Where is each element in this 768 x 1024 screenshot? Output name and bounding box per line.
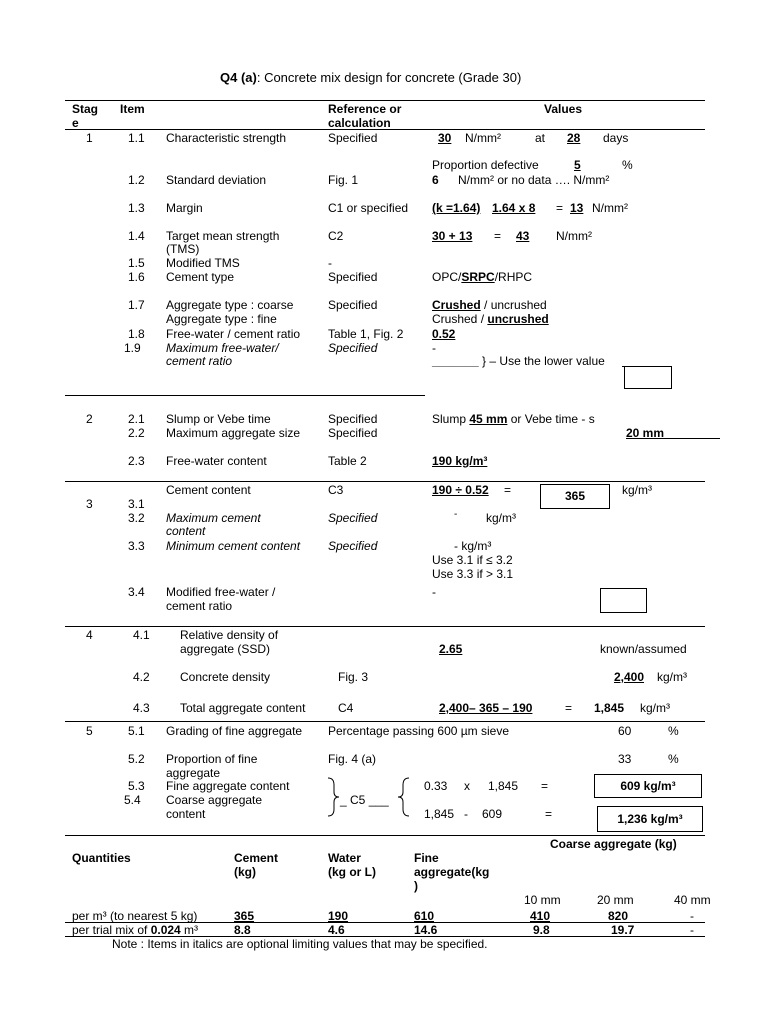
ref-2-3: Table 2: [328, 454, 367, 468]
item-1-3: 1.3: [128, 201, 145, 215]
item-5-2: 5.2: [128, 752, 145, 766]
value-5-4-a: 1,845: [424, 807, 455, 821]
desc-2-3: Free-water content: [166, 454, 267, 468]
stage-5-number: 5: [86, 724, 93, 738]
value-3-2-dash: -: [454, 509, 458, 520]
water-header-2: (kg or L): [328, 865, 376, 879]
footnote: Note : Items in italics are optional limiting values that may be specified.: [112, 937, 488, 951]
value-1-4-eq: =: [494, 229, 502, 243]
desc-1-1: Characteristic strength: [166, 131, 287, 145]
ref-1-7: Specified: [328, 298, 378, 312]
desc-5-3: Fine aggregate content: [166, 779, 290, 793]
value-4-3-unit: kg/m³: [640, 701, 670, 715]
stage-1-number: 1: [86, 131, 93, 145]
ref-1-8: Table 1, Fig. 2: [328, 327, 404, 341]
header-reference-2: calculation: [328, 116, 391, 130]
value-1-9-dash: -: [432, 341, 436, 355]
value-1-8: 0.52: [432, 327, 456, 341]
desc-1-6: Cement type: [166, 270, 235, 284]
trial-label-unit: m³: [180, 923, 199, 937]
coarse-crushed: Crushed: [432, 298, 481, 312]
value-4-2: 2,400: [614, 670, 645, 684]
desc-4-1-b: aggregate (SSD): [180, 642, 271, 656]
value-5-2: 33: [618, 752, 632, 766]
ref-1-4: C2: [328, 229, 344, 243]
item-1-6: 1.6: [128, 270, 145, 284]
item-5-1: 5.1: [128, 724, 145, 738]
size-10mm-header: 10 mm: [524, 893, 561, 907]
ref-5-2: Fig. 4 (a): [328, 752, 377, 766]
size-40mm-header: 40 mm: [674, 893, 711, 907]
value-4-3-calc: 2,400– 365 – 190: [439, 701, 533, 715]
desc-3-4-b: cement ratio: [166, 599, 233, 613]
row-trial-fine: 14.6: [414, 923, 438, 937]
fine-crushed: Crushed /: [432, 312, 488, 326]
item-5-4: 5.4: [124, 793, 141, 807]
value-1-1-unit: N/mm²: [465, 131, 501, 145]
ref-1-1: Specified: [328, 131, 378, 145]
c5-label: C5: [350, 793, 366, 807]
row-per-m3-20mm: 820: [608, 909, 629, 923]
item-4-2: 4.2: [133, 670, 150, 684]
stage-3-number: 3: [86, 497, 93, 511]
row-per-m3-fine: 610: [414, 909, 435, 923]
item-2-2: 2.2: [128, 426, 145, 440]
cement-header-1: Cement: [234, 851, 279, 865]
ref-2-2: Specified: [328, 426, 378, 440]
coarse-uncrushed: / uncrushed: [480, 298, 547, 312]
item-2-1: 2.1: [128, 412, 145, 426]
ref-3-3: Specified: [328, 539, 378, 553]
desc-5-1: Grading of fine aggregate: [166, 724, 303, 738]
row-trial-40mm: -: [690, 923, 694, 937]
header-stage-2: e: [72, 116, 79, 130]
fine-header-3: ): [414, 879, 418, 893]
value-5-3-x: x: [464, 779, 470, 793]
cement-header-2: (kg): [234, 865, 256, 879]
stage-2-divider: [65, 481, 705, 482]
value-3-3: - kg/m³: [454, 539, 492, 553]
ref-5-1: Percentage passing 600 µm sieve: [328, 724, 510, 738]
value-3-4-dash: -: [432, 585, 436, 599]
value-1-3-k: (k =1.64): [432, 201, 481, 215]
value-5-1: 60: [618, 724, 632, 738]
ref-1-9: Specified: [328, 341, 378, 355]
desc-5-4-a: Coarse aggregate: [166, 793, 263, 807]
cement-content-value: 365: [564, 489, 586, 503]
desc-5-2-a: Proportion of fine: [166, 752, 258, 766]
proportion-defective-pct: %: [622, 158, 633, 172]
ref-1-3: C1 or specified: [328, 201, 409, 215]
value-4-1: 2.65: [439, 642, 463, 656]
value-5-2-pct: %: [668, 752, 679, 766]
item-1-1: 1.1: [128, 131, 145, 145]
stage-1-divider: [65, 395, 425, 396]
item-1-7: 1.7: [128, 298, 145, 312]
value-1-2-sd: 6: [432, 173, 439, 187]
value-5-4-b: 609: [482, 807, 503, 821]
row-trial-water: 4.6: [328, 923, 345, 937]
row-per-m3-10mm: 410: [530, 909, 551, 923]
vebe-text: or Vebe time - s: [507, 412, 595, 426]
desc-1-7-a: Aggregate type : coarse: [166, 298, 294, 312]
desc-5-2-b: aggregate: [166, 766, 221, 780]
value-3-1-calc: 190 ÷ 0.52: [432, 483, 489, 497]
c5-reference: _ C5 ___: [340, 793, 389, 807]
slump-value: 45 mm: [469, 412, 508, 426]
value-1-9: [432, 354, 605, 368]
item-3-2: 3.2: [128, 511, 145, 525]
item-2-3: 2.3: [128, 454, 145, 468]
cement-opc: OPC/: [432, 270, 462, 284]
value-4-3-eq: =: [565, 701, 573, 715]
header-item: Item: [120, 102, 145, 116]
value-2-3: 190 kg/m³: [432, 454, 488, 468]
row-per-m3-water: 190: [328, 909, 349, 923]
cement-srpc: SRPC: [461, 270, 495, 284]
desc-1-5: Modified TMS: [166, 256, 240, 270]
ref-1-5: -: [328, 256, 332, 270]
row-trial-cement: 8.8: [234, 923, 251, 937]
item-5-3: 5.3: [128, 779, 145, 793]
value-1-1-at: at: [535, 131, 546, 145]
item-3-1-desc: Cement content: [166, 483, 251, 497]
row-per-m3-40mm: -: [690, 909, 694, 923]
value-5-3-eq: =: [541, 779, 549, 793]
item-3-1: 3.1: [128, 497, 145, 511]
value-1-6: [432, 270, 532, 284]
value-3-1-unit: kg/m³: [622, 483, 652, 497]
value-1-7-fine: [432, 312, 549, 326]
value-1-2-rest: N/mm² or no data …. N/mm²: [458, 173, 610, 187]
value-4-2-unit: kg/m³: [657, 670, 687, 684]
value-1-1-strength: 30: [438, 131, 452, 145]
quantities-header: Quantities: [72, 851, 131, 865]
value-1-4-calc: 30 + 13: [432, 229, 473, 243]
item-1-4: 1.4: [128, 229, 145, 243]
desc-3-2-b: content: [166, 524, 206, 538]
stage-2-number: 2: [86, 412, 93, 426]
desc-1-9-a: Maximum free-water/: [166, 341, 279, 355]
item-3-3: 3.3: [128, 539, 145, 553]
desc-1-4-b: (TMS): [166, 242, 200, 256]
value-2-1: [432, 412, 595, 426]
ref-4-2: Fig. 3: [338, 670, 369, 684]
desc-2-1: Slump or Vebe time: [166, 412, 271, 426]
quantities-mid-rule: [65, 922, 705, 923]
row-trial-20mm: 19.7: [611, 923, 635, 937]
desc-1-2: Standard deviation: [166, 173, 267, 187]
value-1-3-result: 13: [570, 201, 584, 215]
fine-header-2: aggregate(kg: [414, 865, 490, 879]
item-1-2: 1.2: [128, 173, 145, 187]
right-brace-icon: [397, 777, 411, 817]
use-rule-2: Use 3.3 if > 3.1: [432, 567, 514, 581]
stage-5-divider: [65, 835, 705, 836]
desc-1-7-b: Aggregate type : fine: [166, 312, 277, 326]
item-1-5: 1.5: [128, 256, 145, 270]
stage-4-number: 4: [86, 628, 93, 642]
proportion-defective-label: Proportion defective: [432, 158, 539, 172]
desc-4-1-a: Relative density of: [180, 628, 279, 642]
item-3-4: 3.4: [128, 585, 145, 599]
value-1-4-result: 43: [516, 229, 530, 243]
modified-ratio-box: [600, 588, 647, 613]
proportion-defective-value: 5: [574, 158, 581, 172]
stage-3-divider: [65, 626, 705, 627]
fine-aggregate-value: 609 kg/m³: [620, 779, 676, 793]
header-bottom-rule: [65, 129, 705, 130]
value-1-3-unit: N/mm²: [592, 201, 628, 215]
item-4-3: 4.3: [133, 701, 150, 715]
value-3-1-eq: =: [504, 483, 512, 497]
value-1-4-unit: N/mm²: [556, 229, 592, 243]
coarse-aggregate-value: 1,236 kg/m³: [617, 812, 683, 826]
stage-4-divider: [65, 721, 705, 722]
desc-1-4-a: Target mean strength: [166, 229, 280, 243]
desc-5-4-b: content: [166, 807, 206, 821]
row-per-m3-cement: 365: [234, 909, 255, 923]
trial-label-pre: per trial mix of: [72, 923, 151, 937]
ref-1-2: Fig. 1: [328, 173, 359, 187]
value-2-2-underline: [626, 438, 720, 439]
value-1-3-eq: =: [556, 201, 564, 215]
desc-1-8: Free-water / cement ratio: [166, 327, 301, 341]
value-1-9-note: } – Use the lower value: [478, 354, 605, 368]
header-reference-1: Reference or: [328, 102, 402, 116]
value-5-3-a: 0.33: [424, 779, 448, 793]
title-question: Q4 (a): [220, 70, 257, 85]
desc-3-3: Minimum cement content: [166, 539, 301, 553]
water-header-1: Water: [328, 851, 361, 865]
ref-3-1: C3: [328, 483, 344, 497]
desc-1-3: Margin: [166, 201, 203, 215]
value-1-9-blank: _______: [432, 354, 479, 368]
value-4-3-result: 1,845: [594, 701, 625, 715]
left-brace-icon: [326, 777, 340, 817]
fine-uncrushed: uncrushed: [487, 312, 549, 326]
value-2-2: 20 mm: [626, 426, 665, 440]
desc-4-3: Total aggregate content: [180, 701, 306, 715]
value-1-1-age: 28: [567, 131, 581, 145]
size-20mm-header: 20 mm: [597, 893, 634, 907]
item-4-1: 4.1: [133, 628, 150, 642]
header-top-rule: [65, 100, 705, 101]
header-stage-1: Stag: [72, 102, 99, 116]
value-3-2-unit: kg/m³: [486, 511, 516, 525]
row-trial-label: [72, 923, 198, 937]
cement-rhpc: /RHPC: [494, 270, 533, 284]
value-5-4-minus: -: [464, 807, 468, 821]
value-5-3-b: 1,845: [488, 779, 519, 793]
use-rule-1: Use 3.1 if ≤ 3.2: [432, 553, 513, 567]
item-1-9: 1.9: [124, 341, 141, 355]
trial-label-volume: 0.024: [150, 923, 181, 937]
ref-1-6: Specified: [328, 270, 378, 284]
value-1-7-coarse: [432, 298, 547, 312]
ref-3-2: Specified: [328, 511, 378, 525]
lower-value-box: [624, 366, 672, 389]
ref-4-3: C4: [338, 701, 354, 715]
slump-label: Slump: [432, 412, 470, 426]
desc-1-9-b: cement ratio: [166, 354, 233, 368]
row-trial-10mm: 9.8: [533, 923, 550, 937]
desc-2-2: Maximum aggregate size: [166, 426, 301, 440]
value-1-3-calc: 1.64 x 8: [492, 201, 536, 215]
title-text: : Concrete mix design for concrete (Grade 30): [256, 70, 522, 85]
coarse-aggregate-header: Coarse aggregate (kg): [550, 837, 677, 851]
value-4-1-note: known/assumed: [600, 642, 687, 656]
page-title: [220, 71, 521, 85]
desc-4-2: Concrete density: [180, 670, 271, 684]
header-values: Values: [544, 102, 583, 116]
fine-header-1: Fine: [414, 851, 439, 865]
desc-3-2-a: Maximum cement: [166, 511, 261, 525]
item-1-8: 1.8: [128, 327, 145, 341]
ref-2-1: Specified: [328, 412, 378, 426]
value-5-4-eq: =: [545, 807, 553, 821]
desc-3-4-a: Modified free-water /: [166, 585, 276, 599]
value-5-1-pct: %: [668, 724, 679, 738]
row-per-m3-label: per m³ (to nearest 5 kg): [72, 909, 198, 923]
value-1-1-days: days: [603, 131, 629, 145]
